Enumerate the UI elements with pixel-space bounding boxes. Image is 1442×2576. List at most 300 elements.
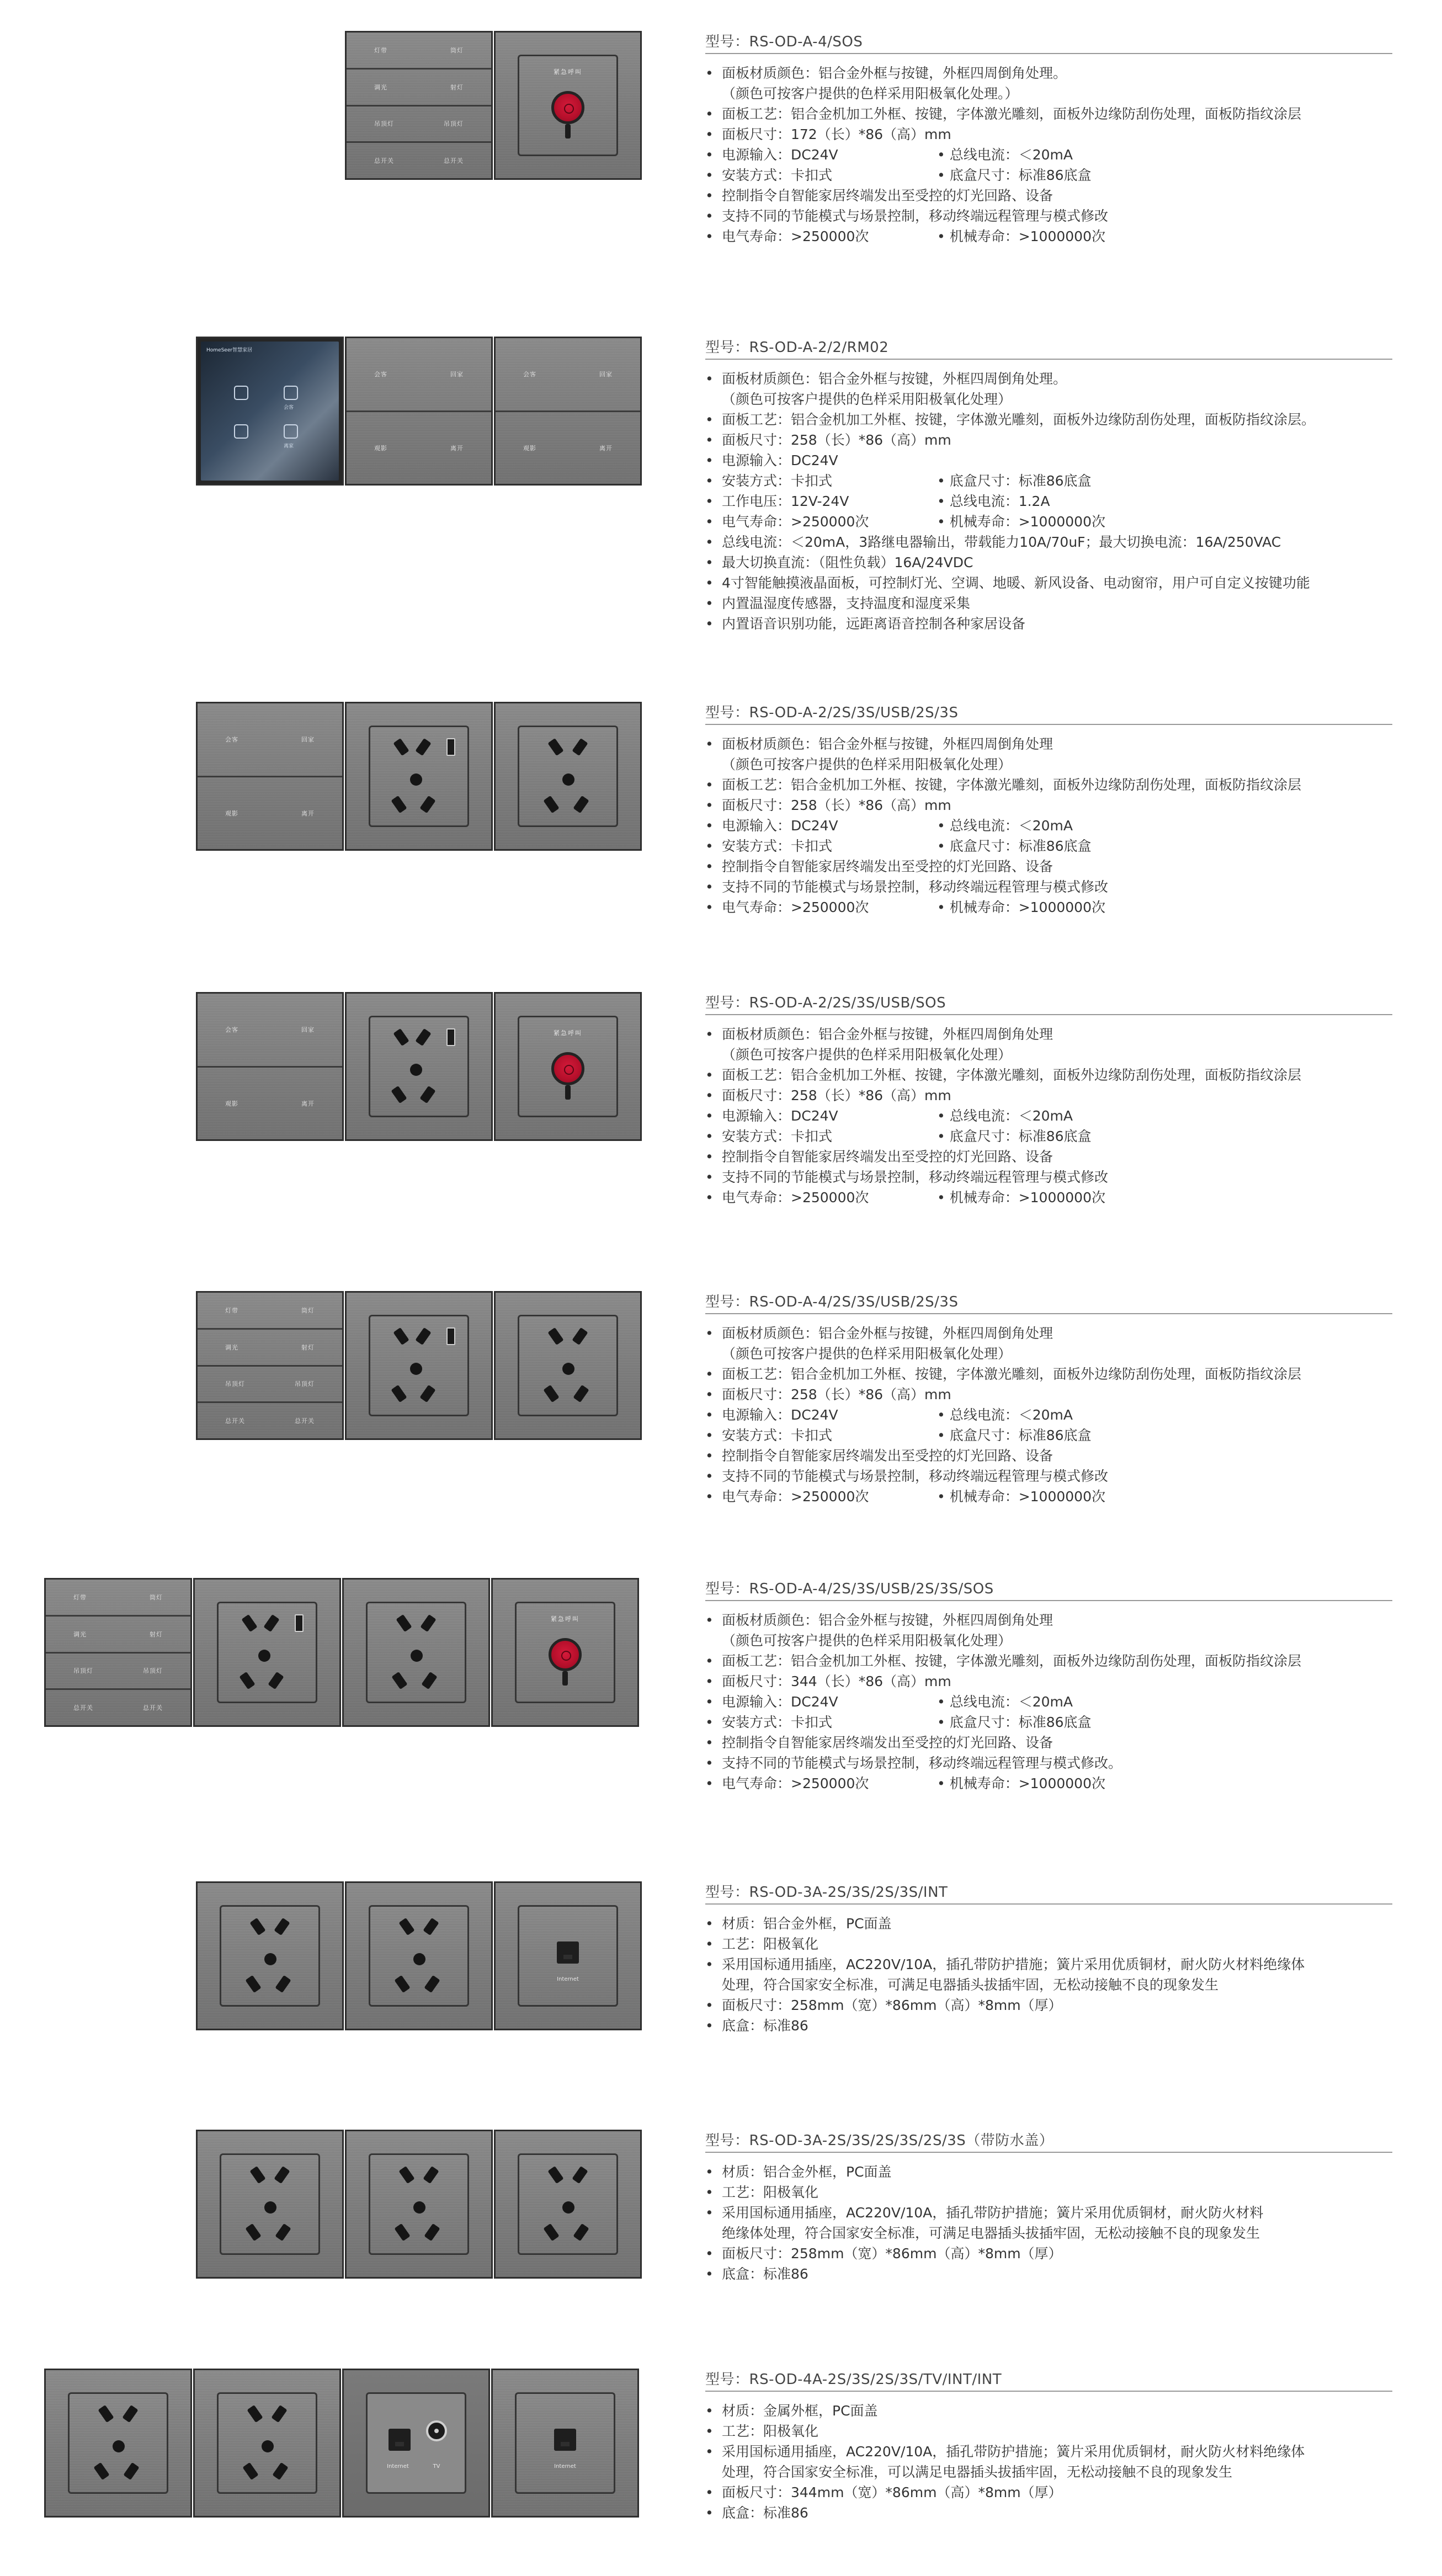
spec-line: 处理，符合国家安全标准，可以满足电器插头拔插牢固，无松动接触不良的现象发生: [722, 2464, 1233, 2480]
socket-hole-icon: [249, 1918, 265, 1935]
spec-line: [705, 1692, 1392, 1712]
key-row: [46, 1690, 190, 1725]
spec-line: [705, 1323, 1392, 1343]
leave-icon: [284, 424, 298, 439]
spec-line: [705, 2182, 1392, 2202]
inner-plate: [369, 1315, 469, 1416]
socket-hole-icon: [249, 2166, 265, 2184]
socket-hole-icon: [247, 2405, 263, 2423]
spec-block: [705, 2130, 1392, 2284]
internet-label: Internet: [554, 2463, 576, 2470]
key-row: [198, 1330, 342, 1367]
spec-line: [705, 1466, 1392, 1486]
key-module: [494, 337, 642, 486]
key-label: 离开: [599, 444, 613, 452]
bullet: •: [705, 1128, 714, 1144]
key-label: 回家: [599, 371, 613, 378]
bullet: •: [705, 2246, 714, 2262]
key-label: 离开: [301, 1100, 315, 1107]
socket-module: [494, 1291, 642, 1440]
bullet: •: [705, 777, 714, 793]
key-label: 射灯: [450, 83, 464, 91]
spec-text: 采用国标通用插座，AC220V/10A，插孔带防护措施；簧片采用优质铜材，耐火防火材料: [722, 2205, 1264, 2221]
socket-hole-icon: [415, 738, 431, 756]
spec-line: [705, 2421, 1392, 2441]
socket-hole-icon: [272, 2462, 288, 2480]
spec-text: • 底盒尺寸：标准86底盒: [937, 473, 1092, 489]
key-module: [345, 31, 493, 180]
key-label: 回家: [301, 1026, 315, 1034]
key-label: 射灯: [301, 1343, 315, 1351]
spec-line: [705, 1934, 1392, 1954]
bullet: •: [705, 167, 714, 183]
spec-text: 电气寿命：>250000次: [722, 514, 869, 530]
socket-earth-icon: [562, 1363, 574, 1375]
panel-image: [345, 31, 642, 180]
socket-hole-icon: [424, 2223, 440, 2241]
spec-line: [705, 2264, 1392, 2284]
socket-hole-icon: [242, 2462, 258, 2480]
inner-plate: [369, 1016, 469, 1117]
socket-hole-icon: [391, 1086, 407, 1103]
spec-line: [705, 2503, 1392, 2523]
socket-earth-icon: [562, 774, 574, 786]
socket-module: [345, 2130, 493, 2279]
bullet: •: [705, 1735, 714, 1751]
key-label: 调光: [225, 1343, 238, 1351]
spec-line: [705, 2243, 1392, 2264]
spec-text: 底盒：标准86: [722, 2266, 808, 2282]
model-title: 型号：RS-OD-A-4/2S/3S/USB/2S/3S: [705, 1291, 1392, 1314]
spec-text: 采用国标通用插座，AC220V/10A，插孔带防护措施；簧片采用优质铜材，耐火防火材料绝缘体: [722, 2444, 1305, 2460]
socket-hole-icon: [547, 2166, 563, 2184]
sos-label: 紧急呼叫: [554, 1030, 582, 1037]
spec-line: [705, 491, 1392, 511]
panel-image: [44, 1578, 639, 1727]
socket-hole-icon: [398, 1918, 414, 1935]
spec-text: 面板尺寸：258mm（宽）*86mm（高）*8mm（厚）: [722, 1997, 1062, 2013]
socket-hole-icon: [398, 2166, 414, 2184]
key-row: [347, 106, 491, 143]
socket-hole-icon: [271, 2405, 287, 2423]
key-label: 总开关: [73, 1704, 93, 1712]
panel-image: [196, 702, 642, 851]
spec-line: [705, 1913, 1392, 1934]
usb-port-icon: [446, 738, 455, 756]
bullet: •: [705, 534, 714, 550]
socket-hole-icon: [547, 1327, 563, 1345]
bullet: •: [705, 1108, 714, 1124]
spec-text: • 机械寿命：>1000000次: [937, 514, 1105, 530]
bullet: •: [705, 575, 714, 591]
socket-hole-icon: [275, 1975, 291, 1993]
spec-text: • 底盒尺寸：标准86底盒: [937, 1128, 1092, 1144]
spec-line: [705, 2202, 1392, 2223]
bullet: •: [705, 493, 714, 509]
bullet: •: [705, 1087, 714, 1103]
model-title: 型号：RS-OD-A-4/2S/3S/USB/2S/3S/SOS: [705, 1578, 1392, 1601]
key-label: 灯带: [73, 1593, 87, 1601]
key-row: [347, 70, 491, 106]
socket-hole-icon: [415, 1327, 431, 1345]
socket-earth-icon: [410, 1064, 422, 1076]
panel-image: [196, 1291, 642, 1440]
spec-line: [705, 1712, 1392, 1732]
socket-hole-icon: [420, 1614, 436, 1632]
spec-text: 4寸智能触摸液晶面板，可控制灯光、空调、地暖、新风设备、电动窗帘，用户可自定义按键功能: [722, 575, 1310, 591]
spec-text: 支持不同的节能模式与场景控制，移动终端远程管理与模式修改: [722, 1169, 1109, 1185]
model-title: 型号：RS-OD-A-2/2S/3S/USB/SOS: [705, 992, 1392, 1015]
socket-hole-icon: [572, 1327, 588, 1345]
spec-text: 电气寿命：>250000次: [722, 1489, 869, 1505]
socket-hole-icon: [263, 1614, 279, 1632]
socket-hole-icon: [391, 796, 407, 813]
spec-text: 面板尺寸：172（长）*86（高）mm: [722, 126, 951, 142]
spec-text: 支持不同的节能模式与场景控制，移动终端远程管理与模式修改。: [722, 1755, 1122, 1771]
spec-text: • 机械寿命：>1000000次: [937, 228, 1105, 244]
socket-module: [196, 1881, 344, 2030]
key-grid: [46, 1580, 190, 1725]
usb-port-icon: [446, 1028, 455, 1046]
spec-text: 面板工艺：铝合金机加工外框、按键，字体激光雕刻，面板外边缘防刮伤处理，面板防指纹涂层: [722, 777, 1302, 793]
inner-plate: [518, 55, 618, 156]
spec-text: 面板尺寸：258（长）*86（高）mm: [722, 797, 951, 813]
key-row: [198, 1068, 342, 1140]
spec-text: 支持不同的节能模式与场景控制，移动终端远程管理与模式修改: [722, 879, 1109, 895]
key-row: [198, 1367, 342, 1404]
bullet: •: [705, 2184, 714, 2200]
spec-text: 面板工艺：铝合金机加工外框、按键，字体激光雕刻，面板外边缘防刮伤处理，面板防指纹涂层: [722, 1366, 1302, 1382]
socket-hole-icon: [123, 2462, 139, 2480]
spec-line: [705, 471, 1392, 491]
bullet: •: [705, 2444, 714, 2460]
socket-hole-icon: [394, 1975, 410, 1993]
bullet: •: [705, 1673, 714, 1689]
tv-internet-module: [342, 2369, 490, 2518]
spec-line: [705, 2162, 1392, 2182]
key-label: 总开关: [143, 1704, 163, 1712]
bullet: •: [705, 2205, 714, 2221]
spec-text: 材质：铝合金外框，PC面盖: [722, 1916, 892, 1932]
spec-text: 材质：金属外框，PC面盖: [722, 2403, 878, 2419]
key-label: 射灯: [150, 1630, 163, 1638]
spec-block: [705, 1881, 1392, 2036]
spec-text: 安装方式：卡扣式: [722, 1427, 833, 1443]
key-grid: [496, 338, 640, 484]
spec-text: • 总线电流：＜20mA: [937, 1407, 1073, 1423]
inner-plate: [518, 1905, 618, 2007]
bullet: •: [705, 1936, 714, 1952]
spec-text: 安装方式：卡扣式: [722, 1128, 833, 1144]
spec-text: • 总线电流：＜20mA: [937, 147, 1073, 163]
spec-line: [705, 145, 1392, 165]
inner-plate: [518, 2153, 618, 2255]
socket-hole-icon: [239, 1672, 255, 1689]
bullet: •: [705, 1997, 714, 2013]
socket-hole-icon: [424, 1975, 440, 1993]
socket-hole-icon: [245, 1975, 261, 1993]
key-label: 总开关: [295, 1417, 315, 1425]
bullet: •: [705, 1067, 714, 1083]
home-icon: [284, 386, 298, 400]
tv-label: TV: [433, 2463, 440, 2470]
bullet: •: [705, 208, 714, 224]
spec-line: [705, 511, 1392, 532]
spec-line: [705, 2401, 1392, 2421]
bullet: •: [705, 1489, 714, 1505]
spec-text: 工作电压：12V-24V: [722, 493, 849, 509]
socket-usb-module: [345, 702, 493, 851]
bullet: •: [705, 1366, 714, 1382]
spec-text: 总线电流：＜20mA，3路继电器输出，带载能力10A/70uF；最大切换电流：16A/250VAC: [722, 534, 1281, 550]
spec-text: 面板材质颜色：铝合金外框与按键，外框四周倒角处理: [722, 1026, 1053, 1042]
panel-image: [196, 1881, 642, 2030]
spec-block: [705, 31, 1392, 247]
spec-line: [705, 1732, 1392, 1753]
bullet: •: [705, 2403, 714, 2419]
spec-block: [705, 992, 1392, 1208]
spec-text: 电源输入：DC24V: [722, 818, 838, 834]
spec-line: [705, 532, 1392, 552]
socket-hole-icon: [547, 738, 563, 756]
socket-earth-icon: [113, 2440, 125, 2452]
socket-hole-icon: [391, 1385, 407, 1402]
inner-plate: [518, 1016, 618, 1117]
spec-text: 面板尺寸：258（长）*86（高）mm: [722, 1087, 951, 1103]
bullet: •: [705, 879, 714, 895]
key-label: 调光: [374, 83, 387, 91]
key-label: 总开关: [374, 157, 394, 165]
socket-hole-icon: [573, 796, 589, 813]
model-title: 型号：RS-OD-A-2/2/RM02: [705, 337, 1392, 360]
spec-text: • 底盒尺寸：标准86底盒: [937, 838, 1092, 854]
bullet: •: [705, 736, 714, 752]
spec-text: 内置温湿度传感器，支持温度和湿度采集: [722, 595, 971, 611]
spec-text: • 总线电流：＜20mA: [937, 1694, 1073, 1710]
spec-text: • 底盒尺寸：标准86底盒: [937, 1714, 1092, 1730]
socket-hole-icon: [274, 1918, 290, 1935]
socket-hole-icon: [572, 738, 588, 756]
socket-usb-module: [345, 992, 493, 1141]
spec-text: 安装方式：卡扣式: [722, 473, 833, 489]
socket-hole-icon: [573, 2223, 589, 2241]
spec-text: 材质：铝合金外框，PC面盖: [722, 2164, 892, 2180]
bullet: •: [705, 188, 714, 204]
inner-plate: [518, 1315, 618, 1416]
spec-text: 电源输入：DC24V: [722, 1407, 838, 1423]
internet-module: [494, 1881, 642, 2030]
spec-line: [705, 775, 1392, 795]
key-module: [196, 702, 344, 851]
bullet: •: [705, 616, 714, 632]
bullet: •: [705, 554, 714, 570]
spec-line: [705, 1954, 1392, 1975]
key-grid: [347, 33, 491, 178]
spec-line: [705, 1995, 1392, 2015]
key-module: [345, 337, 493, 486]
spec-text: 电气寿命：>250000次: [722, 899, 869, 915]
socket-hole-icon: [245, 2223, 261, 2241]
socket-earth-icon: [410, 774, 422, 786]
inner-plate: [217, 1602, 317, 1703]
lcd-screen: [201, 342, 339, 481]
internet-label: Internet: [557, 1976, 579, 1982]
spec-line: [705, 1167, 1392, 1187]
socket-module: [44, 2369, 192, 2518]
key-label: 总开关: [444, 157, 464, 165]
internet-module: [491, 2369, 639, 2518]
spec-line: [705, 1753, 1392, 1773]
inner-plate: [518, 726, 618, 827]
key-label: 观影: [225, 1100, 238, 1107]
spec-line: [705, 2441, 1392, 2462]
spec-line: 处理，符合国家安全标准，可满足电器插头拔插牢固，无松动接触不良的现象发生: [722, 1977, 1219, 1993]
spec-text: • 总线电流：＜20mA: [937, 818, 1073, 834]
bullet: •: [705, 2484, 714, 2500]
spec-text: 面板尺寸：344（长）*86（高）mm: [722, 1673, 951, 1689]
rj45-port-icon: [557, 1942, 579, 1964]
spec-text: • 机械寿命：>1000000次: [937, 899, 1105, 915]
key-row: [46, 1617, 190, 1654]
socket-usb-module: [193, 1578, 341, 1727]
socket-module: [345, 1881, 493, 2030]
door-icon: [234, 386, 248, 400]
spec-text: 面板尺寸：344mm（宽）*86mm（高）*8mm（厚）: [722, 2484, 1062, 2500]
key-label: 会客: [374, 371, 387, 378]
sos-button-icon: [551, 91, 584, 124]
screen-label: 离家: [284, 444, 294, 449]
socket-earth-icon: [411, 1650, 423, 1662]
spec-line: [705, 430, 1392, 450]
spec-text: 面板工艺：铝合金机加工外框、按键，字体激光雕刻，面板外边缘防刮伤处理，面板防指纹涂层: [722, 1653, 1302, 1669]
spec-line: [705, 226, 1392, 247]
key-row: [496, 338, 640, 412]
spec-text: 面板尺寸：258mm（宽）*86mm（高）*8mm（厚）: [722, 2246, 1062, 2262]
bullet: •: [705, 1190, 714, 1206]
key-label: 离开: [450, 444, 464, 452]
sos-module: [491, 1578, 639, 1727]
key-label: 吊顶灯: [295, 1380, 315, 1388]
spec-line: [705, 2015, 1392, 2036]
spec-text: • 底盒尺寸：标准86底盒: [937, 1427, 1092, 1443]
bullet: •: [705, 126, 714, 142]
key-row: [198, 994, 342, 1068]
key-label: 吊顶灯: [374, 120, 394, 128]
bullet: •: [705, 1653, 714, 1669]
spec-text: 面板尺寸：258（长）*86（高）mm: [722, 1386, 951, 1402]
socket-hole-icon: [275, 2223, 291, 2241]
key-row: [198, 703, 342, 777]
bullet: •: [705, 1448, 714, 1464]
socket-hole-icon: [573, 1385, 589, 1402]
socket-hole-icon: [543, 796, 559, 813]
panel-image: [196, 337, 642, 486]
socket-earth-icon: [562, 2201, 574, 2214]
key-row: [198, 1293, 342, 1330]
socket-hole-icon: [391, 1672, 407, 1689]
socket-hole-icon: [241, 1614, 257, 1632]
sos-label: 紧急呼叫: [554, 68, 582, 76]
spec-line: [705, 1065, 1392, 1085]
sos-button-icon: [549, 1638, 582, 1671]
key-row: [198, 777, 342, 850]
spec-line: [705, 409, 1392, 430]
screen-label: 会客: [284, 405, 294, 410]
socket-usb-module: [345, 1291, 493, 1440]
spec-line: [705, 206, 1392, 226]
spec-text: 采用国标通用插座，AC220V/10A，插孔带防护措施；簧片采用优质铜材，耐火防火材料绝缘体: [722, 1956, 1305, 1972]
bullet: •: [705, 2423, 714, 2439]
spec-text: 面板尺寸：258（长）*86（高）mm: [722, 432, 951, 448]
spec-text: 工艺：阳极氧化: [722, 2423, 819, 2439]
key-label: 调光: [73, 1630, 87, 1638]
key-row: [46, 1580, 190, 1617]
socket-module: [342, 1578, 490, 1727]
spec-line: [705, 552, 1392, 573]
spec-text: 电气寿命：>250000次: [722, 228, 869, 244]
model-title: 型号：RS-OD-A-4/SOS: [705, 31, 1392, 54]
spec-text: 电源输入：DC24V: [722, 1108, 838, 1124]
bullet: •: [705, 818, 714, 834]
socket-hole-icon: [419, 796, 435, 813]
bullet: •: [705, 65, 714, 81]
socket-hole-icon: [274, 2166, 290, 2184]
inner-plate: [366, 1602, 466, 1703]
socket-hole-icon: [423, 1918, 439, 1935]
key-label: 回家: [450, 371, 464, 378]
screen-brand: HomeSeer智慧家居: [206, 348, 253, 353]
socket-module: [196, 2130, 344, 2279]
spec-text: 安装方式：卡扣式: [722, 838, 833, 854]
touch-screen-module: [196, 337, 344, 486]
bullet: •: [705, 1386, 714, 1402]
keyhole-icon: [562, 1671, 568, 1686]
socket-module: [494, 702, 642, 851]
bullet: •: [705, 514, 714, 530]
inner-plate: [369, 1905, 469, 2007]
bullet: •: [705, 147, 714, 163]
key-label: 筒灯: [450, 46, 464, 54]
socket-hole-icon: [543, 2223, 559, 2241]
inner-plate: [366, 2392, 466, 2494]
model-title: 型号：RS-OD-A-2/2S/3S/USB/2S/3S: [705, 702, 1392, 725]
spec-line: [705, 63, 1392, 83]
spec-text: 工艺：阳极氧化: [722, 2184, 819, 2200]
sos-button-icon: [551, 1052, 584, 1085]
bullet: •: [705, 595, 714, 611]
key-grid: [198, 994, 342, 1139]
key-row: [347, 412, 491, 484]
socket-hole-icon: [122, 2405, 138, 2423]
model-title: 型号：RS-OD-3A-2S/3S/2S/3S/2S/3S（带防水盖）: [705, 2130, 1392, 2153]
spec-line: [705, 573, 1392, 593]
spec-line: [705, 104, 1392, 124]
spec-line: [705, 593, 1392, 614]
spec-line: [705, 2482, 1392, 2503]
spec-text: 电气寿命：>250000次: [722, 1190, 869, 1206]
key-label: 会客: [225, 1026, 238, 1034]
spec-line: [705, 836, 1392, 856]
internet-label: Internet: [387, 2463, 409, 2470]
bullet: •: [705, 1325, 714, 1341]
usb-port-icon: [295, 1614, 304, 1632]
key-label: 会客: [523, 371, 536, 378]
socket-hole-icon: [394, 2223, 410, 2241]
spec-line: [705, 1085, 1392, 1106]
bullet: •: [705, 432, 714, 448]
key-label: 总开关: [225, 1417, 245, 1425]
spec-line: [705, 1364, 1392, 1384]
